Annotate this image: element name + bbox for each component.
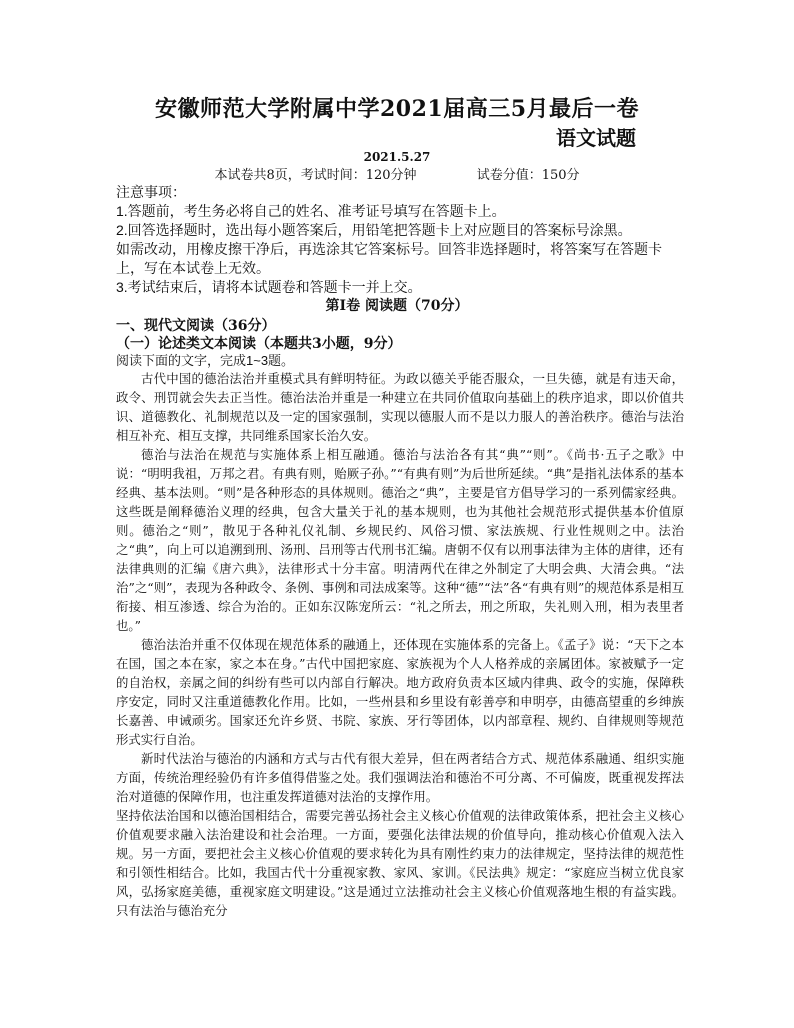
notes-line: 2.回答选择题时，选出每小题答案后，用铅笔把答题卡上对应题目的答案标号涂黑。: [116, 222, 632, 238]
exam-title: 安徽师范大学附属中学2021届高三5月最后一卷: [154, 96, 640, 122]
notes-heading: 注意事项：: [116, 184, 186, 200]
exam-info: [0, 164, 794, 183]
notes-line: 如需改动，用橡皮擦干净后，再选涂其它答案标号。回答非选择题时，将答案写在答题卡: [116, 241, 662, 257]
exam-length: 本试卷共8页，考试时间：120分钟: [214, 168, 417, 183]
passage-paragraph: 德治法治并重不仅体现在规范体系的融通上，还体现在实施体系的完备上。《孟子》说：“天下之本在国，国之本在家，家之本在身。”古代中国把家庭、家族视为个人人格养成的亲属团体。家被赋予一定的自治权，亲属之间的纠纷有些可以内部自行解决。地方政府负责本区域内律典、政令的实施，保障秩序安定，同时又注重道德教化作用。比如，一些州县和乡里设有彰善亭和申明亭，由德高望重的乡绅族长嘉善、申诫顽劣。国家还允许乡贤、书院、家族、牙行等团体，以内部章程、规约、自律规则等规范形式实行自治。: [116, 637, 684, 747]
subsection-heading: （一）论述类文本阅读（本题共3小题，9分）: [116, 336, 402, 352]
passage-paragraph: 新时代法治与德治的内涵和方式与古代有很大差异，但在两者结合方式、规范体系融通、组织实施方面，传统治理经验仍有许多值得借鉴之处。我们强调法治和德治不可分离、不可偏废，既重视发挥法治对道德的保障作用，也注重发挥道德对法治的支撑作用。: [116, 751, 684, 804]
section-heading: 一、现代文阅读（36分）: [116, 318, 276, 334]
reading-passage: [116, 369, 684, 920]
part-title: 第Ⅰ卷 阅读题（70分）: [325, 298, 469, 314]
notes-line: 上，写在本试卷上无效。: [116, 260, 270, 276]
subject-title: 语文试题: [556, 126, 636, 150]
passage-paragraph: 坚持依法治国和以德治国相结合，需要完善弘扬社会主义核心价值观的法律政策体系，把社会主义核心价值观要求融入法治建设和社会治理。一方面，要强化法律法规的价值导向，推动核心价值观入法入规。另一方面，要把社会主义核心价值观的要求转化为具有刚性约束力的法律规定，坚持法律的规范性和引领性相结合。比如，我国古代十分重视家教、家风、家训。《民法典》规定：“家庭应当树立优良家风，弘扬家庭美德，重视家庭文明建设。”这是通过立法推动社会主义核心价值观落地生根的有益实践。只有法治与德治充分: [116, 808, 684, 918]
passage-paragraph: 德治与法治在规范与实施体系上相互融通。德治与法治各有其“典”“则”。《尚书·五子之歌》中说：“明明我祖，万邦之君。有典有则，贻厥子孙。”“有典有则”为后世所延续。“典”是指礼法体系的基本经典、基本法则。“则”是各种形态的具体规则。德治之“典”，主要是官方倡导学习的一系列儒家经典。这些既是阐释德治义理的经典，包含大量关于礼的基本规则，也为其他社会规范形式提供基本价值原则。德治之“则”，散见于各种礼仪礼制、乡规民约、风俗习惯、家法族规、行业性规则之中。法治之“典”，向上可以追溯到刑、汤刑、吕刑等古代刑书汇编。唐朝不仅有以刑事法律为主体的唐律，还有法律典则的汇编《唐六典》，法律形式十分丰富。明清两代在律之外制定了大明会典、大清会典。“法治”之“则”，表现为各种政令、条例、事例和司法成案等。这种“德”“法”各“有典有则”的规范体系是相互衔接、相互渗透、综合为治的。正如东汉陈宠所云：“礼之所去，刑之所取，失礼则入刑，相为表里者也。”: [116, 447, 684, 633]
exam-date: 2021.5.27: [363, 150, 431, 164]
notes-block: [116, 183, 690, 297]
notes-line: 1.答题前，考生务必将自己的姓名、准考证号填写在答题卡上。: [116, 203, 506, 219]
passage-paragraph: 古代中国的德治法治并重模式具有鲜明特征。为政以德关乎能否服众，一旦失德，就是有违天命，政令、刑罚就会失去正当性。德治法治并重是一种建立在共同价值取向基础上的秩序追求，即以价值共识、道德教化、礼制规范以及一定的国家强制，实现以德服人而不是以力服人的善治秩序。德治与法治相互补充、相互支撑，共同维系国家长治久安。: [116, 371, 684, 443]
notes-line: 3.考试结束后，请将本试题卷和答题卡一并上交。: [116, 279, 422, 295]
reading-instruction: 阅读下面的文字，完成1~3题。: [116, 353, 295, 368]
exam-score: 试卷分值：150分: [476, 168, 580, 183]
